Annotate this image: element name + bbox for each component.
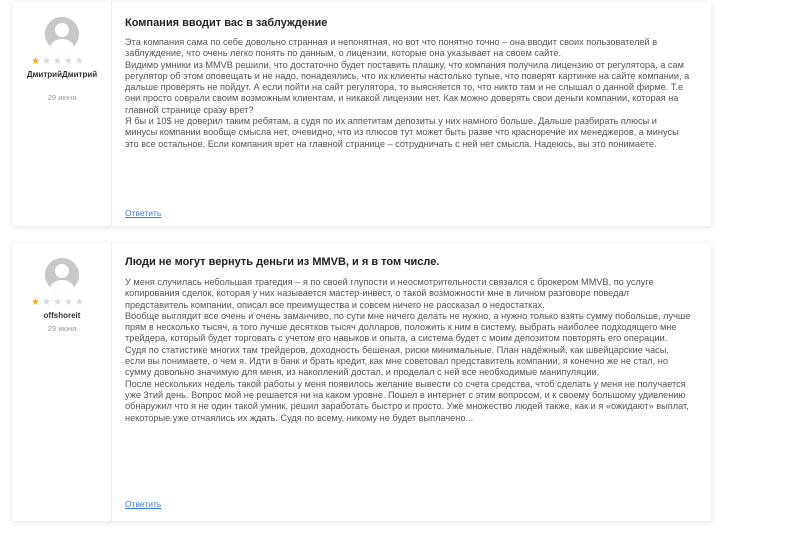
review-author-panel xyxy=(13,2,112,226)
rating-stars xyxy=(31,56,93,68)
author-name: ДмитрийДмитрий xyxy=(26,70,98,79)
review-paragraph: Видимо умники из MMVB решили, что достаточно будет поставить плашку, что компания получила лицензию от регулятора, а сам регулятор об этом оповещать и не надо, понадеялись, что их клиенты настолько тупые, что поверят картинке на сайте компании, а дальше проверять не пойдут. А если пойти на сайт регулятора, то выясняется то, что никто там и не слышал о данной фирме. Т.е они просто соврали своим возможным клиентам, и никакой лицензии нет. Как можно доверять свои деньги компании, которая на главной странице сразу врет? xyxy=(125,59,690,115)
star-icon: ★ xyxy=(74,297,86,308)
review-text xyxy=(125,277,691,424)
star-icon: ★ xyxy=(41,56,53,67)
user-silhouette-icon xyxy=(45,258,79,292)
review-card xyxy=(13,243,711,521)
star-icon: ★ xyxy=(52,297,64,308)
star-icon: ★ xyxy=(31,56,42,67)
author-name: offshoreit xyxy=(43,311,81,320)
star-icon: ★ xyxy=(41,297,53,308)
star-icon: ★ xyxy=(74,56,86,67)
reply-link[interactable]: Ответить xyxy=(125,499,162,509)
review-paragraph: После нескольких недель такой работы у меня появилось желание вывести со счета средства, чтоб сделать у меня не получается уже 3тий день. Вопрос мой не решается ни на каком уровне. Пошел в интернет с этим вопросом, и к своему большому удивлению обнаружил что я не один такой умник, решил заработать быстро и просто. Уже множество людей также, как и я «ожидают» выплат, некоторые уже отчаялись их ждать. Судя по всему, никому не будет выплачено... xyxy=(125,378,689,423)
avatar xyxy=(45,258,79,292)
review-author-panel xyxy=(13,243,112,521)
review-date: 29 июня xyxy=(47,93,77,102)
review-paragraph: Эта компания сама по себе довольно странная и непонятная, но вот что понятно точно – она вводит своих пользователей в заблуждение, что очень легко понять по данным, о лицензии, которые она указывает на своем сайте. xyxy=(125,37,658,59)
star-icon: ★ xyxy=(52,56,64,67)
rating-stars xyxy=(31,297,93,309)
review-paragraph: Вообще выглядит все очень и очень заманчиво, по сути мне ничего делать не нужно, а нужно только взять сумму побольше, лучше прям в несколько тысяч, а того лучше десятков тысяч долларов, положить к ним в систему, выбрать наиболее подходящего мне трейдера, который будет торговать с учетом его навыков и опыта, а система будет с моим депозитом повторять его операции. Судя по статистике многих там трейдеров, доходность бешеная, риски минимальные. План надёжный, как швейцарские часы, если вы понимаете, о чем я. Идти в банк и брать кредит, как мне советовал представитель компании, я конечно же не стал, но сумму довольно значимую для меня, из накоплений достал, и проделал с ней все необходимые манипуляции. xyxy=(125,310,691,378)
review-title: Люди не могут вернуть деньги из MMVB, и я в том числе. xyxy=(125,256,440,268)
star-icon: ★ xyxy=(31,297,42,308)
star-icon: ★ xyxy=(63,297,75,308)
reply-link[interactable]: Ответить xyxy=(125,208,162,218)
review-title: Компания вводит вас в заблуждение xyxy=(125,17,328,29)
review-date: 29 июня xyxy=(47,324,77,333)
star-icon: ★ xyxy=(63,56,75,67)
user-silhouette-icon xyxy=(45,17,79,51)
review-paragraph: Я бы и 10$ не доверил таким ребятам, а судя по их аппетитам депозиты у них намного больше. Дальше разбирать плюсы и минусы компании вообще смысла нет, очевидно, что из плюсов тут может быть разве что красноречие их менеджеров, а минусы это все остальное. Если компания врет на главной странице – сотрудничать с ней нет смысла. Надеюсь, вы это понимаете. xyxy=(125,116,679,149)
review-card xyxy=(13,2,711,226)
review-paragraph: У меня случилась небольшая трагедия – я по своей глупости и неосмотрительности связался с брокером MMVB, по услуге копирования сделок, которая у них называется мастер-инвест, о такой возможности мне в личном разговоре поведал представитель компании, описал все преимущества и совсем ничего не рассказал о недостатках. xyxy=(125,277,654,310)
avatar xyxy=(45,17,79,51)
review-text xyxy=(125,37,691,150)
